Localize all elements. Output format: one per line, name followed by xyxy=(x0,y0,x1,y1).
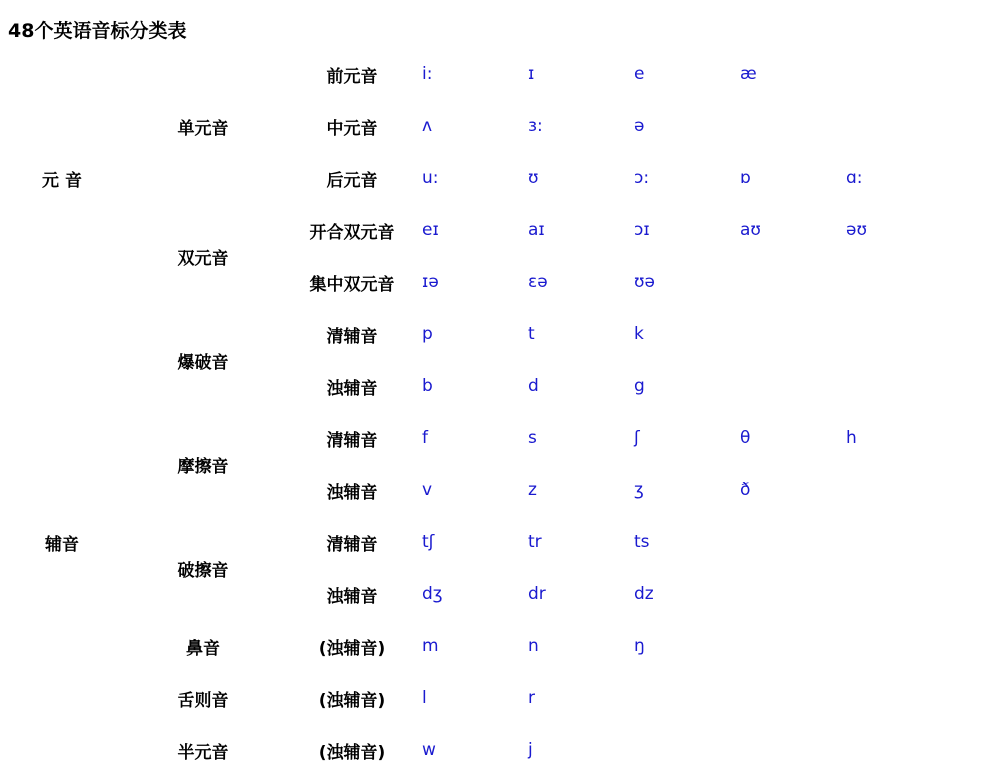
symbol-cell: ɜ: xyxy=(528,116,543,136)
symbol-cell: l xyxy=(422,688,427,708)
subgroup-label-plosive: 爆破音 xyxy=(177,352,229,373)
row-label: 清辅音 xyxy=(326,430,378,451)
subgroup-label-lateral: 舌则音 xyxy=(177,690,229,711)
symbol-cell: g xyxy=(634,376,645,396)
symbol-cell: z xyxy=(528,480,537,500)
symbol-cell: ʊ xyxy=(528,168,539,188)
symbol-cell: tr xyxy=(528,532,542,552)
symbol-cell xyxy=(846,48,952,100)
row-label: 清辅音 xyxy=(326,534,378,555)
table-row xyxy=(0,620,952,672)
row-label-cell xyxy=(282,256,422,308)
symbol-cell xyxy=(634,672,740,724)
symbol-cell: æ xyxy=(740,64,757,84)
symbol-cell: ŋ xyxy=(634,636,645,656)
row-label-cell xyxy=(282,724,422,776)
subgroup-diphthong-cell xyxy=(124,204,282,308)
symbol-cell: u: xyxy=(422,168,439,188)
symbol-cell: j xyxy=(528,740,533,760)
symbol-cell: ʒ xyxy=(634,480,644,500)
symbol-cell: e xyxy=(634,64,645,84)
symbol-cell: əʊ xyxy=(846,220,867,240)
subgroup-label-affricate: 破擦音 xyxy=(177,560,229,581)
row-label: 前元音 xyxy=(326,66,378,87)
symbol-cell: ɑ: xyxy=(846,168,863,188)
symbol-cell: k xyxy=(634,324,644,344)
symbol-cell: n xyxy=(528,636,539,656)
row-label-cell xyxy=(282,516,422,568)
row-label: 浊辅音 xyxy=(326,586,378,607)
symbol-cell: tʃ xyxy=(422,532,435,552)
row-label-cell xyxy=(282,672,422,724)
symbol-cell: ð xyxy=(740,480,751,500)
symbol-cell: r xyxy=(528,688,535,708)
symbol-cell xyxy=(846,672,952,724)
row-label-cell xyxy=(282,464,422,516)
group-consonant-cell xyxy=(0,308,124,776)
symbol-cell: ɪ xyxy=(528,64,535,84)
symbol-cell: ə xyxy=(634,116,645,136)
subgroup-affricate-cell xyxy=(124,516,282,620)
symbol-cell xyxy=(846,100,952,152)
table-row xyxy=(0,724,952,776)
symbol-cell: eɪ xyxy=(422,220,439,240)
subgroup-semivowel-cell xyxy=(124,724,282,776)
symbol-cell: b xyxy=(422,376,433,396)
symbol-cell xyxy=(740,100,846,152)
symbol-cell: ʊə xyxy=(634,272,655,292)
subgroup-nasal-cell xyxy=(124,620,282,672)
row-label-cell xyxy=(282,204,422,256)
subgroup-plosive-cell xyxy=(124,308,282,412)
row-label: (浊辅音) xyxy=(318,742,386,763)
symbol-cell xyxy=(634,724,740,776)
symbol-cell xyxy=(846,464,952,516)
row-label: 后元音 xyxy=(326,170,378,191)
group-label-consonant: 辅音 xyxy=(45,534,79,555)
symbol-cell xyxy=(846,724,952,776)
symbol-cell: dr xyxy=(528,584,546,604)
symbol-cell xyxy=(740,516,846,568)
subgroup-label-fricative: 摩擦音 xyxy=(177,456,229,477)
symbol-cell: aʊ xyxy=(740,220,761,240)
group-label-vowel: 元 音 xyxy=(42,170,82,191)
row-label-cell xyxy=(282,48,422,100)
symbol-cell xyxy=(846,620,952,672)
symbol-cell: f xyxy=(422,428,428,448)
symbol-cell xyxy=(740,672,846,724)
symbol-cell: dʒ xyxy=(422,584,443,604)
subgroup-label-semivowel: 半元音 xyxy=(177,742,229,763)
table-row xyxy=(0,412,952,464)
subgroup-monophthong-cell xyxy=(124,48,282,204)
symbol-cell xyxy=(740,360,846,412)
symbol-cell: θ xyxy=(740,428,751,448)
page-title: 48个英语音标分类表 xyxy=(8,20,187,42)
table-row xyxy=(0,48,952,100)
row-label: 集中双元音 xyxy=(309,274,395,295)
symbol-cell xyxy=(846,360,952,412)
row-label-cell xyxy=(282,412,422,464)
symbol-cell: ɔ: xyxy=(634,168,650,188)
subgroup-fricative-cell xyxy=(124,412,282,516)
symbol-cell: dz xyxy=(634,584,654,604)
symbol-cell: p xyxy=(422,324,433,344)
symbol-cell: w xyxy=(422,740,436,760)
row-label-cell xyxy=(282,100,422,152)
symbol-cell: d xyxy=(528,376,539,396)
symbol-cell: ɒ xyxy=(740,168,751,188)
symbol-cell: ɛə xyxy=(528,272,548,292)
row-label-cell xyxy=(282,360,422,412)
subgroup-label-nasal: 鼻音 xyxy=(186,638,220,659)
symbol-cell xyxy=(740,308,846,360)
symbol-cell: h xyxy=(846,428,857,448)
subgroup-label-diphthong: 双元音 xyxy=(177,248,229,269)
symbol-cell: ʌ xyxy=(422,116,433,136)
symbol-cell: ts xyxy=(634,532,650,552)
symbol-cell: t xyxy=(528,324,535,344)
row-label: 清辅音 xyxy=(326,326,378,347)
symbol-cell xyxy=(740,568,846,620)
symbol-cell: m xyxy=(422,636,439,656)
phonetic-symbol-table xyxy=(0,48,952,776)
symbol-cell: ʃ xyxy=(634,428,640,448)
row-label: 开合双元音 xyxy=(309,222,395,243)
row-label: 中元音 xyxy=(326,118,378,139)
table-row xyxy=(0,204,952,256)
table-row xyxy=(0,672,952,724)
symbol-cell xyxy=(846,516,952,568)
symbol-cell: v xyxy=(422,480,433,500)
row-label-cell xyxy=(282,568,422,620)
symbol-cell xyxy=(846,308,952,360)
symbol-cell: s xyxy=(528,428,537,448)
row-label: (浊辅音) xyxy=(318,690,386,711)
table-row xyxy=(0,308,952,360)
symbol-cell: ɔɪ xyxy=(634,220,650,240)
symbol-cell: aɪ xyxy=(528,220,545,240)
group-vowel-cell xyxy=(0,48,124,308)
symbol-cell xyxy=(740,620,846,672)
row-label: 浊辅音 xyxy=(326,378,378,399)
symbol-cell xyxy=(740,724,846,776)
symbol-cell xyxy=(846,256,952,308)
row-label-cell xyxy=(282,152,422,204)
symbol-cell xyxy=(846,568,952,620)
row-label-cell xyxy=(282,620,422,672)
table-row xyxy=(0,516,952,568)
row-label: 浊辅音 xyxy=(326,482,378,503)
row-label-cell xyxy=(282,308,422,360)
subgroup-label-monophthong: 单元音 xyxy=(177,118,229,139)
symbol-cell xyxy=(740,256,846,308)
row-label: (浊辅音) xyxy=(318,638,386,659)
symbol-cell: ɪə xyxy=(422,272,439,292)
subgroup-lateral-cell xyxy=(124,672,282,724)
symbol-cell: i: xyxy=(422,64,433,84)
